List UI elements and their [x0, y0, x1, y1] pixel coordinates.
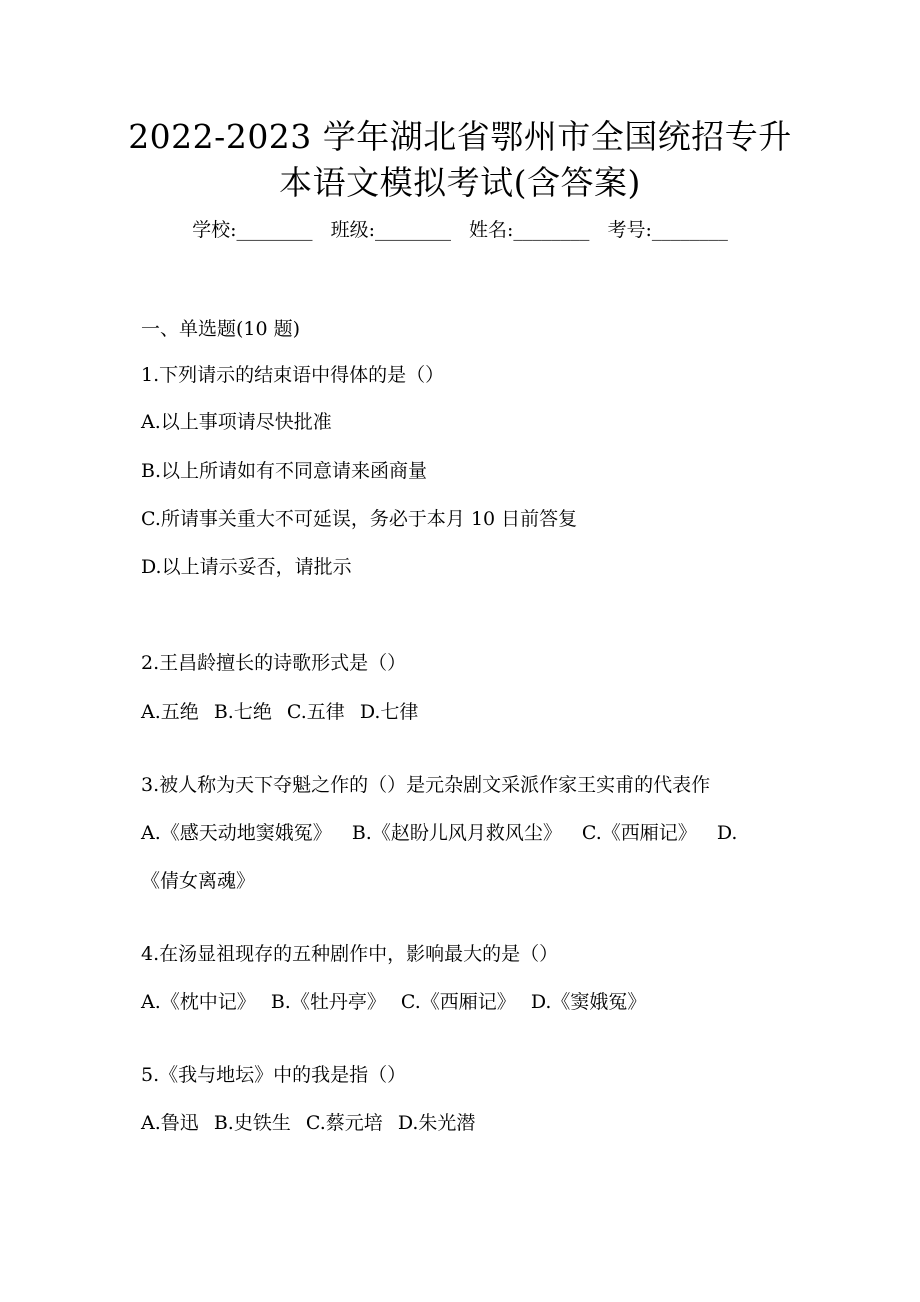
school-field: 学校:________	[192, 219, 313, 241]
question-4-options	[141, 989, 655, 1015]
question-4-stem: 4.在汤显祖现存的五种剧作中，影响最大的是（）	[141, 943, 559, 965]
question-1-option-b: B.以上所请如有不同意请来函商量	[141, 460, 428, 482]
question-4-option-a: A.《枕中记》	[141, 991, 256, 1013]
question-3-stem: 3.被人称为天下夺魁之作的（）是元杂剧文采派作家王实甫的代表作	[141, 774, 711, 796]
question-3-option-b: B.《赵盼儿风月救风尘》	[351, 822, 562, 844]
question-5-option-d: D.朱光潜	[397, 1112, 476, 1134]
student-info-row	[0, 217, 920, 243]
section-heading: 一、单选题(10 题)	[141, 318, 301, 340]
question-4-option-c: C.《西厢记》	[400, 991, 516, 1013]
question-4-option-d: D.《窦娥冤》	[530, 991, 647, 1013]
question-1-stem: 1.下列请示的结束语中得体的是（）	[141, 364, 445, 386]
document-title-line-2: 本语文模拟考试(含答案)	[279, 163, 641, 202]
exam-number-field: 考号:________	[607, 219, 728, 241]
question-5-option-b: B.史铁生	[213, 1112, 291, 1134]
document-title-line-1: 2022-2023 学年湖北省鄂州市全国统招专升	[128, 117, 792, 156]
question-5-option-a: A.鲁迅	[141, 1112, 199, 1134]
question-2-option-c: C.五律	[286, 701, 345, 723]
question-1-option-c: C.所请事关重大不可延误，务必于本月 10 日前答复	[141, 508, 578, 530]
question-2-option-a: A.五绝	[141, 701, 199, 723]
question-3-option-d-text: 《倩女离魂》	[141, 870, 256, 892]
question-4-option-b: B.《牡丹亭》	[270, 991, 386, 1013]
class-field: 班级:________	[330, 219, 451, 241]
question-2-stem: 2.王昌龄擅长的诗歌形式是（）	[141, 652, 407, 674]
question-5-option-c: C.蔡元培	[305, 1112, 383, 1134]
question-5-stem: 5.《我与地坛》中的我是指（）	[141, 1064, 407, 1086]
name-field: 姓名:________	[469, 219, 590, 241]
question-3-option-d: D.	[716, 822, 738, 844]
question-1-option-a: A.以上事项请尽快批准	[141, 411, 332, 433]
question-3-options	[141, 820, 737, 846]
question-2-option-d: D.七律	[359, 701, 419, 723]
question-2-option-b: B.七绝	[213, 701, 272, 723]
question-2-options	[141, 699, 427, 725]
question-1-option-d: D.以上请示妥否，请批示	[141, 556, 352, 578]
question-5-options	[141, 1110, 484, 1136]
question-3-option-a: A.《感天动地窦娥冤》	[141, 822, 332, 844]
question-3-option-c: C.《西厢记》	[581, 822, 697, 844]
